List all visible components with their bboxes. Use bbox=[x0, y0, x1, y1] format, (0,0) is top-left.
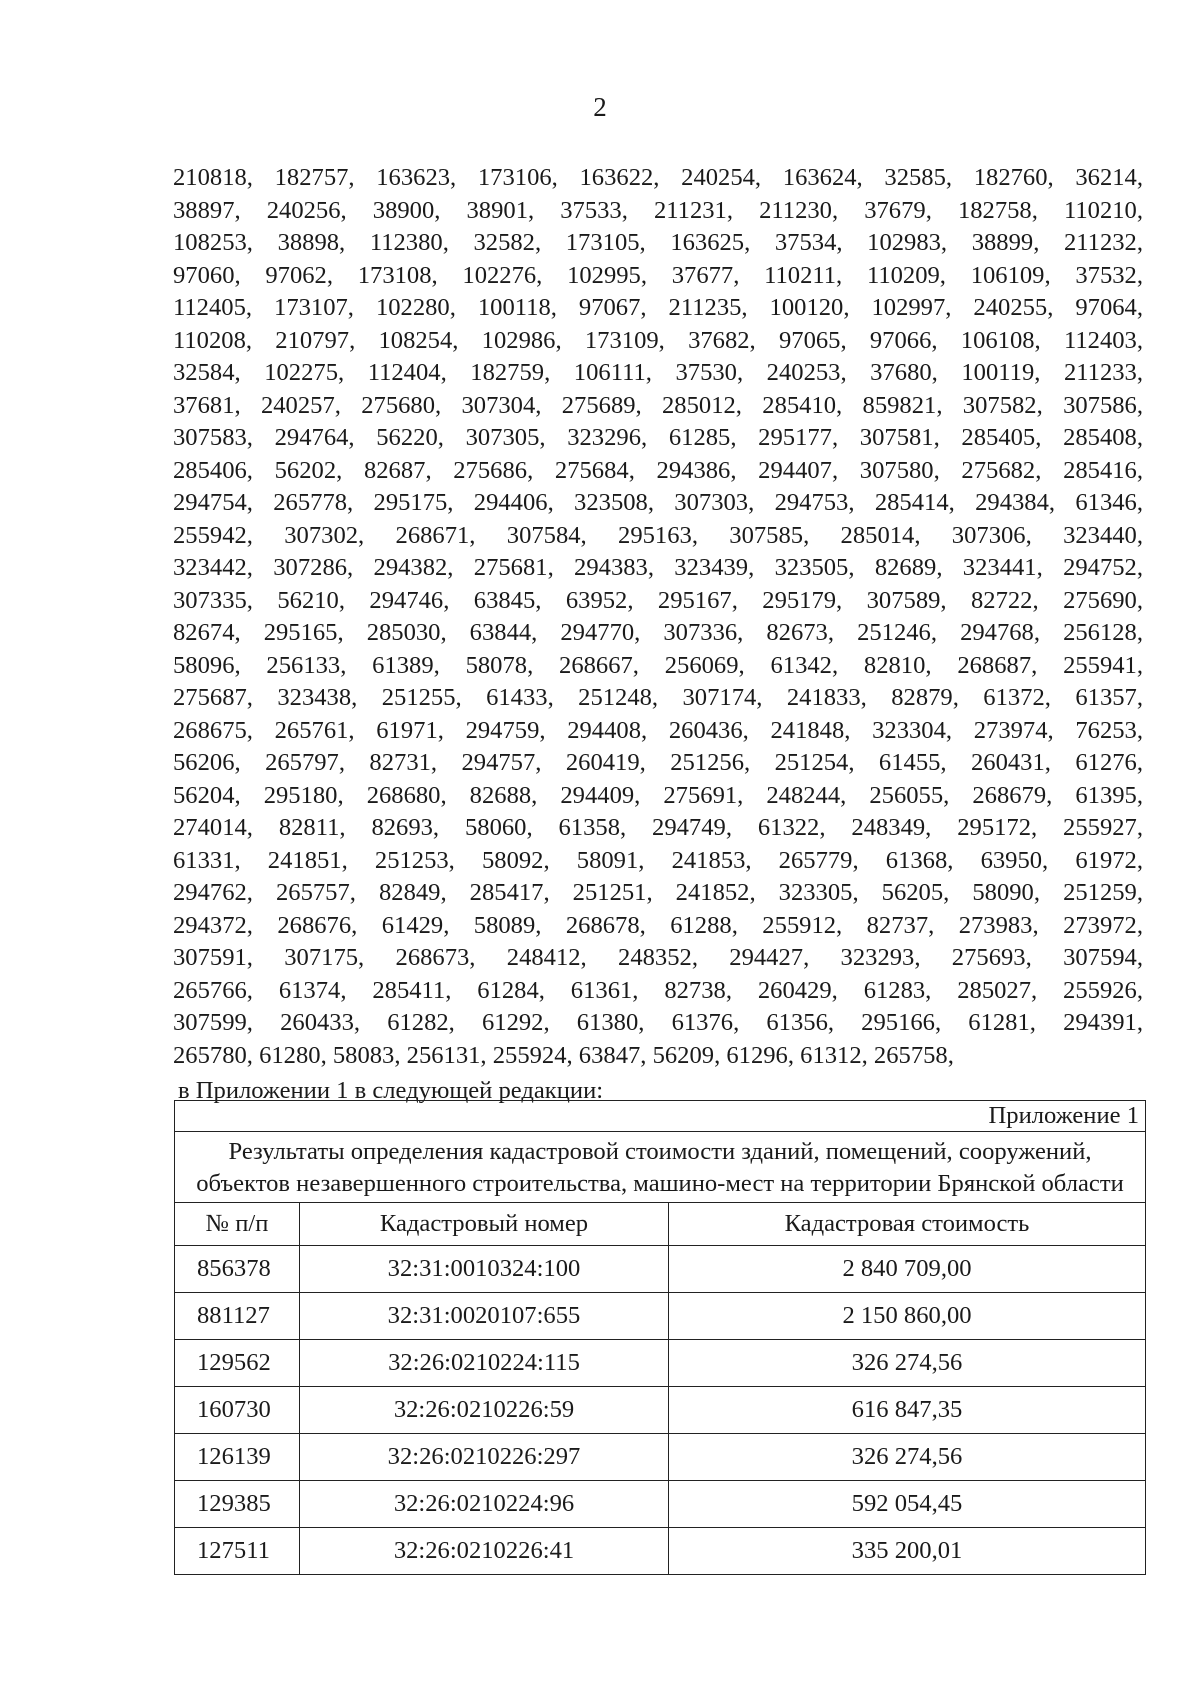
number-line: 265780, 61280, 58083, 256131, 255924, 63847, 56209, 61296, 61312, 265758, bbox=[173, 1041, 954, 1069]
table-row bbox=[175, 1434, 1146, 1481]
number-line: 294762, 265757, 82849, 285417, 251251, 241852, 323305, 56205, 58090, 251259, bbox=[173, 879, 1143, 906]
cadastral-value-cell: 616 847,35 bbox=[669, 1387, 1146, 1434]
row-number-cell: 856378 bbox=[175, 1246, 300, 1293]
table-row bbox=[175, 1293, 1146, 1340]
number-line: 323442, 307286, 294382, 275681, 294383, 323439, 323505, 82689, 323441, 294752, bbox=[173, 554, 1143, 581]
number-line: 294372, 268676, 61429, 58089, 268678, 61288, 255912, 82737, 273983, 273972, bbox=[173, 911, 1143, 939]
number-line: 97060, 97062, 173108, 102276, 102995, 37677, 110211, 110209, 106109, 37532, bbox=[173, 261, 1143, 289]
row-number-cell: 160730 bbox=[175, 1387, 300, 1434]
page-number: 2 bbox=[593, 92, 607, 122]
number-line: 307335, 56210, 294746, 63845, 63952, 295167, 295179, 307589, 82722, 275690, bbox=[173, 586, 1143, 614]
number-line: 110208, 210797, 108254, 102986, 173109, 37682, 97065, 97066, 106108, 112403, bbox=[173, 326, 1143, 354]
number-line: 255942, 307302, 268671, 307584, 295163, 307585, 285014, 307306, 323440, bbox=[173, 521, 1143, 549]
number-line: 274014, 82811, 82693, 58060, 61358, 294749, 61322, 248349, 295172, 255927, bbox=[173, 814, 1143, 841]
table-header-row bbox=[175, 1203, 1146, 1246]
cadastral-number-cell: 32:31:0010324:100 bbox=[300, 1246, 669, 1293]
cadastral-number-cell: 32:26:0210226:41 bbox=[300, 1528, 669, 1575]
number-line: 108253, 38898, 112380, 32582, 173105, 163625, 37534, 102983, 38899, 211232, bbox=[173, 229, 1143, 256]
number-line: 38897, 240256, 38900, 38901, 37533, 211231, 211230, 37679, 182758, 110210, bbox=[173, 196, 1143, 224]
cadastral-value-cell: 335 200,01 bbox=[669, 1528, 1146, 1575]
table-row bbox=[175, 1481, 1146, 1528]
cadastral-number-cell: 32:31:0020107:655 bbox=[300, 1293, 669, 1340]
table-row bbox=[175, 1246, 1146, 1293]
intro-text: в Приложении 1 в следующей редакции: bbox=[178, 1077, 604, 1104]
number-line: 307591, 307175, 268673, 248412, 248352, 294427, 323293, 275693, 307594, bbox=[173, 944, 1143, 971]
number-line: 58096, 256133, 61389, 58078, 268667, 256069, 61342, 82810, 268687, 255941, bbox=[173, 651, 1143, 679]
row-number-cell: 129385 bbox=[175, 1481, 300, 1528]
number-line: 56204, 295180, 268680, 82688, 294409, 275691, 248244, 256055, 268679, 61395, bbox=[173, 781, 1143, 809]
cadastral-number-cell: 32:26:0210224:96 bbox=[300, 1481, 669, 1528]
cadastral-value-cell: 2 840 709,00 bbox=[669, 1246, 1146, 1293]
number-line: 56206, 265797, 82731, 294757, 260419, 251256, 251254, 61455, 260431, 61276, bbox=[173, 749, 1143, 776]
number-line: 275687, 323438, 251255, 61433, 251248, 307174, 241833, 82879, 61372, 61357, bbox=[173, 684, 1143, 711]
appendix-label: Приложение 1 bbox=[175, 1101, 1146, 1132]
number-line: 294754, 265778, 295175, 294406, 323508, 307303, 294753, 285414, 294384, 61346, bbox=[173, 489, 1143, 516]
appendix-table bbox=[174, 1100, 1146, 1575]
table-row bbox=[175, 1528, 1146, 1575]
number-line: 61331, 241851, 251253, 58092, 58091, 241853, 265779, 61368, 63950, 61972, bbox=[173, 846, 1143, 874]
number-line: 268675, 265761, 61971, 294759, 294408, 260436, 241848, 323304, 273974, 76253, bbox=[173, 716, 1143, 744]
cadastral-value-cell: 2 150 860,00 bbox=[669, 1293, 1146, 1340]
number-list bbox=[173, 162, 1143, 1072]
number-line: 307599, 260433, 61282, 61292, 61380, 61376, 61356, 295166, 61281, 294391, bbox=[173, 1009, 1143, 1036]
number-line: 112405, 173107, 102280, 100118, 97067, 211235, 100120, 102997, 240255, 97064, bbox=[173, 294, 1143, 321]
row-number-cell: 127511 bbox=[175, 1528, 300, 1575]
cadastral-value-cell: 592 054,45 bbox=[669, 1481, 1146, 1528]
header-cadastral-number: Кадастровый номер bbox=[300, 1203, 669, 1246]
table-row bbox=[175, 1387, 1146, 1434]
cadastral-number-cell: 32:26:0210224:115 bbox=[300, 1340, 669, 1387]
cadastral-number-cell: 32:26:0210226:59 bbox=[300, 1387, 669, 1434]
number-line: 37681, 240257, 275680, 307304, 275689, 285012, 285410, 859821, 307582, 307586, bbox=[173, 391, 1143, 419]
cadastral-value-cell: 326 274,56 bbox=[669, 1434, 1146, 1481]
number-line: 32584, 102275, 112404, 182759, 106111, 37530, 240253, 37680, 100119, 211233, bbox=[173, 359, 1143, 386]
header-number: № п/п bbox=[175, 1203, 300, 1246]
number-line: 265766, 61374, 285411, 61284, 61361, 82738, 260429, 61283, 285027, 255926, bbox=[173, 976, 1143, 1004]
table-title: Результаты определения кадастровой стоимости зданий, помещений, сооружений, объектов незавершенного строительства, машино-мест на территории Брянской области bbox=[175, 1132, 1146, 1203]
number-line: 285406, 56202, 82687, 275686, 275684, 294386, 294407, 307580, 275682, 285416, bbox=[173, 456, 1143, 484]
row-number-cell: 881127 bbox=[175, 1293, 300, 1340]
row-number-cell: 126139 bbox=[175, 1434, 300, 1481]
number-line: 210818, 182757, 163623, 173106, 163622, 240254, 163624, 32585, 182760, 36214, bbox=[173, 164, 1143, 191]
row-number-cell: 129562 bbox=[175, 1340, 300, 1387]
header-cadastral-value: Кадастровая стоимость bbox=[669, 1203, 1146, 1246]
cadastral-number-cell: 32:26:0210226:297 bbox=[300, 1434, 669, 1481]
number-line: 82674, 295165, 285030, 63844, 294770, 307336, 82673, 251246, 294768, 256128, bbox=[173, 619, 1143, 646]
number-line: 307583, 294764, 56220, 307305, 323296, 61285, 295177, 307581, 285405, 285408, bbox=[173, 424, 1143, 451]
table-row bbox=[175, 1340, 1146, 1387]
cadastral-value-cell: 326 274,56 bbox=[669, 1340, 1146, 1387]
